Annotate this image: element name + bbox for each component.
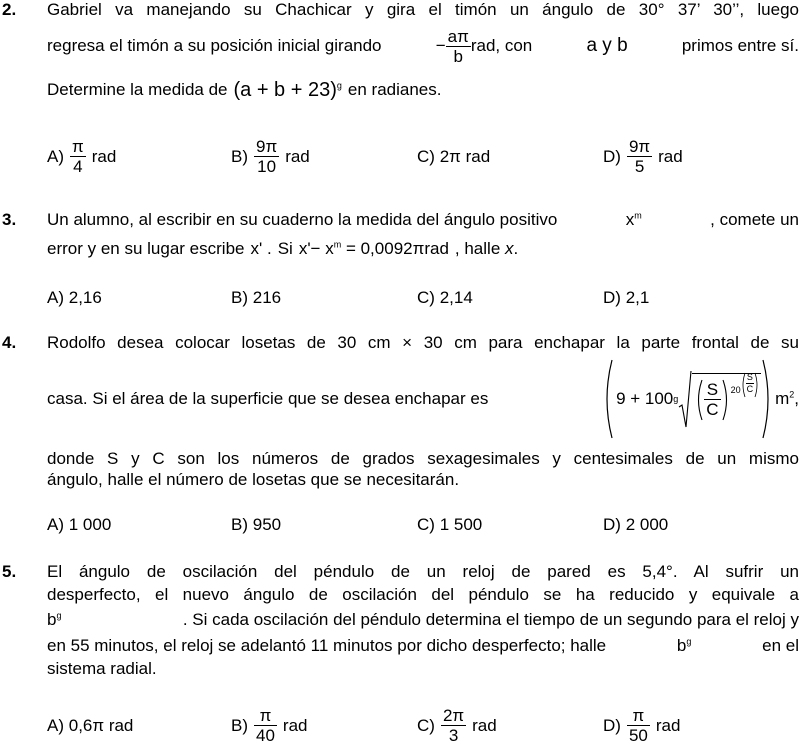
b-g-2 — [677, 636, 691, 656]
option-label: A) — [47, 288, 64, 307]
option-fraction — [627, 137, 652, 176]
option-label: D) — [603, 146, 621, 166]
m-unit: m — [775, 389, 790, 408]
option-unit: rad — [91, 146, 117, 166]
q5-option-d[interactable] — [603, 706, 680, 745]
exponent-20: 20 — [730, 384, 741, 395]
m2-sup: 2 — [789, 389, 795, 400]
option-unit: rad — [282, 715, 308, 735]
q2-line3-text: Determine la medida de — [47, 80, 228, 99]
option-label: C) — [417, 288, 435, 307]
option-text: 0,6π rad — [68, 716, 134, 735]
question-3-number: 3. — [2, 210, 17, 229]
option-fraction — [441, 706, 466, 745]
option-num: π — [627, 706, 650, 726]
root-sign-icon — [678, 369, 692, 429]
q2-option-b[interactable] — [231, 137, 310, 176]
frac-c: C — [706, 400, 719, 419]
option-text: 2 000 — [625, 515, 669, 534]
exp-s: S — [746, 371, 753, 382]
question-3-line-1 — [47, 210, 799, 230]
option-fraction — [254, 137, 279, 176]
option-label: C) — [417, 147, 435, 166]
q5-option-b[interactable] — [231, 706, 308, 745]
question-2-line-2 — [47, 26, 799, 66]
g-sup: g — [686, 636, 692, 647]
option-den: 10 — [257, 157, 277, 176]
x-italic: x — [505, 239, 514, 258]
question-4-line-3: donde S y C son los números de grados sexagesimales y centesimales de un mismo — [47, 449, 799, 468]
question-5-number: 5. — [2, 562, 17, 581]
radicand — [692, 373, 761, 424]
q4-comma: , — [794, 389, 799, 408]
frac-s: S — [704, 380, 720, 400]
option-den: 5 — [634, 157, 645, 176]
q3-line2-text: error y en su lugar escribe — [47, 239, 245, 258]
q3-si: Si — [277, 239, 293, 258]
option-label: D) — [603, 715, 621, 735]
q4-option-a[interactable] — [47, 515, 111, 535]
option-fraction — [254, 706, 277, 745]
option-label: B) — [231, 715, 248, 735]
x-to-m — [626, 210, 642, 230]
option-unit: rad — [655, 715, 681, 735]
q4-option-d[interactable] — [603, 515, 668, 535]
option-label: A) — [47, 515, 64, 534]
q3-text: Un alumno, al escribir en su cuaderno la medida del ángulo positivo — [47, 210, 558, 229]
q2-fraction-expr — [436, 27, 533, 66]
option-text: 1 500 — [439, 515, 483, 534]
q4-option-c[interactable] — [417, 515, 482, 535]
fraction-s-over-c — [704, 380, 720, 419]
q3-text-end: , comete un — [710, 210, 799, 229]
option-unit: rad — [472, 715, 497, 735]
option-num: 2π — [442, 706, 465, 725]
q2-text: regresa el timón a su posición inicial girando — [47, 36, 382, 55]
question-4-line-2 — [47, 358, 799, 440]
q3-option-a[interactable] — [47, 288, 102, 308]
question-5-line-4 — [47, 636, 799, 656]
option-text: 950 — [252, 515, 282, 534]
question-3-line-2 — [47, 239, 518, 259]
b-var: b — [676, 636, 687, 655]
option-label: C) — [417, 515, 435, 534]
question-4-number: 4. — [2, 333, 17, 352]
option-text: 2,14 — [439, 288, 473, 307]
expression-sup: g — [336, 80, 342, 91]
q3-option-b[interactable] — [231, 288, 281, 308]
fraction-numerator: aπ — [447, 26, 469, 46]
q3-halle-text: , halle — [454, 239, 501, 258]
option-label: A) — [47, 716, 64, 735]
question-2-number: 2. — [2, 0, 17, 19]
expression-text: (a + b + 23) — [233, 79, 337, 101]
g-sup: g — [56, 610, 62, 621]
q2-option-a[interactable] — [47, 137, 116, 176]
m-sup: m — [634, 210, 642, 221]
option-den: 50 — [628, 726, 648, 745]
q3-halle — [455, 239, 518, 259]
option-label: D) — [603, 515, 621, 534]
right-paren-icon — [721, 378, 731, 422]
eq-rhs: = 0,0092πrad — [345, 239, 449, 258]
question-2-line-1: Gabriel va manejando su Chachicar y gira el timón un ángulo de 30° 37’ 30’’, luego — [47, 0, 799, 19]
option-num: π — [72, 137, 84, 156]
expr-9-plus-100: 9 + 100 — [616, 389, 674, 408]
q3-period: . — [513, 239, 519, 258]
exp-right-paren — [754, 372, 759, 398]
q2-text-end: primos entre sí. — [681, 36, 799, 55]
q5-line4-end: en el — [762, 636, 799, 655]
question-5-line-5: sistema radial. — [47, 659, 157, 678]
fraction-denominator: b — [453, 46, 463, 66]
option-den: 40 — [256, 726, 275, 745]
b-g — [47, 610, 61, 630]
option-text: 216 — [252, 288, 282, 307]
q2-variables: a y b — [586, 35, 628, 56]
question-2-line-3 — [47, 80, 441, 100]
area-expression: 9 + 100 g $\frac{S}{C}$ 20 $\frac{S}{C}$ $m^2$, — [600, 358, 799, 440]
q2-comma-con: , con — [495, 36, 533, 55]
q3-option-c[interactable] — [417, 288, 473, 308]
question-5-line-1: El ángulo de oscilación del péndulo de un reloj de pared es 5,4°. Al sufrir un — [47, 562, 799, 581]
option-unit: rad — [658, 146, 683, 166]
q5-line3-text: . Si cada oscilación del péndulo determina el tiempo de un segundo para el reloj y — [182, 610, 799, 629]
q2-option-c[interactable] — [417, 147, 490, 167]
option-text: 1 000 — [68, 515, 112, 534]
option-label: D) — [603, 288, 621, 307]
q5-option-c[interactable] — [417, 706, 497, 745]
b-var: b — [47, 610, 57, 629]
question-5-line-3 — [47, 610, 799, 630]
option-text: 2,16 — [68, 288, 102, 307]
option-text: 2π rad — [439, 147, 491, 166]
option-fraction — [627, 706, 650, 745]
unit-m2 — [775, 389, 799, 409]
option-label: B) — [231, 288, 248, 307]
option-den: 3 — [448, 726, 459, 745]
unit-rad: rad — [470, 36, 496, 55]
option-unit: rad — [285, 146, 310, 166]
eq-lhs: x'− x — [298, 239, 334, 258]
option-label: B) — [231, 146, 248, 166]
right-big-paren — [761, 358, 775, 440]
question-5-line-2: desperfecto, el nuevo ángulo de oscilación del péndulo se ha reducido y equivale a — [47, 585, 799, 604]
q2-option-d[interactable] — [603, 137, 683, 176]
q2-line3-end: en radianes. — [347, 80, 442, 99]
option-den: 4 — [73, 157, 83, 176]
q3-option-d[interactable] — [603, 288, 649, 308]
q5-line4-text: en 55 minutos, el reloj se adelantó 11 minutos por dicho desperfecto; halle — [47, 636, 607, 655]
option-label: A) — [47, 146, 64, 166]
option-text: 2,1 — [625, 288, 650, 307]
root-expression — [678, 369, 761, 429]
option-num: π — [254, 706, 277, 726]
question-4-line-4: ángulo, halle el número de losetas que se necesitarán. — [47, 470, 460, 489]
exp-c: C — [746, 383, 754, 394]
x-prime: x' . — [250, 239, 272, 258]
option-num: 9π — [628, 137, 651, 156]
q2-expression — [233, 80, 341, 100]
x-var: x — [625, 210, 635, 229]
minus-sign: − — [435, 36, 446, 55]
left-big-paren — [600, 358, 614, 440]
q3-equation — [299, 239, 449, 259]
option-label: B) — [231, 515, 248, 534]
option-label: C) — [417, 715, 435, 735]
q4-line2-text: casa. Si el área de la superficie que se desea enchapar es — [47, 389, 489, 408]
option-num: 9π — [256, 137, 278, 156]
q4-option-b[interactable] — [231, 515, 281, 535]
option-fraction — [70, 137, 86, 176]
exponent — [731, 372, 760, 400]
question-4-line-1: Rodolfo desea colocar losetas de 30 cm × 30 cm para enchapar la parte frontal de su — [47, 333, 799, 352]
eq-m-sup: m — [333, 239, 342, 250]
q5-option-a[interactable] — [47, 716, 133, 736]
fraction-a-pi-over-b — [446, 27, 471, 66]
exp-fraction — [746, 372, 755, 395]
left-paren-icon — [694, 378, 704, 422]
